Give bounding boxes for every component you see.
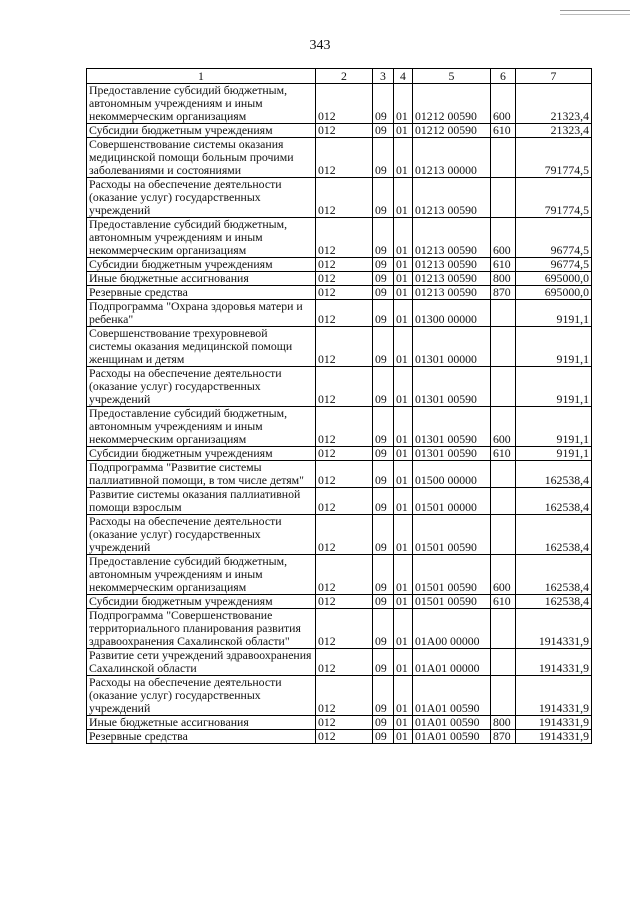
amount-cell: 96774,5: [516, 218, 592, 258]
target-article-cell: 01300 00000: [413, 300, 491, 327]
table-row: [87, 730, 592, 744]
expense-type-cell: [491, 327, 516, 367]
row-name-cell: Субсидии бюджетным учреждениям: [87, 447, 316, 461]
target-article-cell: 01А01 00590: [413, 716, 491, 730]
expense-type-cell: 870: [491, 286, 516, 300]
target-article-cell: 01301 00590: [413, 447, 491, 461]
row-name-cell: Предоставление субсидий бюджетным, автономным учреждениям и иным некоммерческим организациям: [87, 407, 316, 447]
subsection-cell: 01: [394, 716, 413, 730]
amount-cell: 162538,4: [516, 488, 592, 515]
subsection-cell: 01: [394, 515, 413, 555]
amount-cell: 1914331,9: [516, 649, 592, 676]
subsection-cell: 01: [394, 407, 413, 447]
expense-type-cell: 610: [491, 124, 516, 138]
ministry-code-cell: 012: [316, 367, 373, 407]
section-cell: 09: [373, 488, 394, 515]
expense-type-cell: 610: [491, 447, 516, 461]
amount-cell: 791774,5: [516, 178, 592, 218]
expense-type-cell: 610: [491, 595, 516, 609]
expense-type-cell: [491, 649, 516, 676]
column-header: 6: [491, 69, 516, 84]
expense-type-cell: [491, 676, 516, 716]
section-cell: 09: [373, 407, 394, 447]
ministry-code-cell: 012: [316, 730, 373, 744]
row-name-cell: Подпрограмма "Охрана здоровья матери и ребенка": [87, 300, 316, 327]
subsection-cell: 01: [394, 609, 413, 649]
row-name-cell: Подпрограмма "Совершенствование территориального планирования развития здравоохранения Сахалинской области": [87, 609, 316, 649]
section-cell: 09: [373, 367, 394, 407]
row-name-cell: Резервные средства: [87, 730, 316, 744]
ministry-code-cell: 012: [316, 716, 373, 730]
section-cell: 09: [373, 286, 394, 300]
row-name-cell: Подпрограмма "Развитие системы паллиативной помощи, в том числе детям": [87, 461, 316, 488]
section-cell: 09: [373, 447, 394, 461]
target-article-cell: 01500 00000: [413, 461, 491, 488]
target-article-cell: 01501 00590: [413, 555, 491, 595]
ministry-code-cell: 012: [316, 447, 373, 461]
amount-cell: 162538,4: [516, 515, 592, 555]
amount-cell: 9191,1: [516, 407, 592, 447]
target-article-cell: 01301 00590: [413, 407, 491, 447]
table-row: [87, 124, 592, 138]
amount-cell: 695000,0: [516, 272, 592, 286]
amount-cell: 1914331,9: [516, 716, 592, 730]
target-article-cell: 01213 00590: [413, 286, 491, 300]
amount-cell: 695000,0: [516, 286, 592, 300]
budget-table: [86, 68, 592, 744]
ministry-code-cell: 012: [316, 84, 373, 124]
column-header: 7: [516, 69, 592, 84]
table-row: [87, 272, 592, 286]
section-cell: 09: [373, 649, 394, 676]
row-name-cell: Расходы на обеспечение деятельности (оказание услуг) государственных учреждений: [87, 178, 316, 218]
target-article-cell: 01213 00590: [413, 178, 491, 218]
column-header: 4: [394, 69, 413, 84]
table-row: [87, 84, 592, 124]
row-name-cell: Расходы на обеспечение деятельности (оказание услуг) государственных учреждений: [87, 367, 316, 407]
section-cell: 09: [373, 218, 394, 258]
amount-cell: 21323,4: [516, 84, 592, 124]
table-row: [87, 649, 592, 676]
target-article-cell: 01А01 00000: [413, 649, 491, 676]
column-header: 1: [87, 69, 316, 84]
target-article-cell: 01301 00590: [413, 367, 491, 407]
target-article-cell: 01213 00000: [413, 138, 491, 178]
ministry-code-cell: 012: [316, 138, 373, 178]
table-row: [87, 367, 592, 407]
subsection-cell: 01: [394, 300, 413, 327]
target-article-cell: 01301 00000: [413, 327, 491, 367]
row-name-cell: Расходы на обеспечение деятельности (оказание услуг) государственных учреждений: [87, 676, 316, 716]
subsection-cell: 01: [394, 555, 413, 595]
subsection-cell: 01: [394, 649, 413, 676]
ministry-code-cell: 012: [316, 609, 373, 649]
scan-artifact-line: [560, 10, 630, 15]
expense-type-cell: 600: [491, 555, 516, 595]
amount-cell: 9191,1: [516, 367, 592, 407]
ministry-code-cell: 012: [316, 258, 373, 272]
subsection-cell: 01: [394, 595, 413, 609]
ministry-code-cell: 012: [316, 488, 373, 515]
amount-cell: 1914331,9: [516, 730, 592, 744]
table-row: [87, 407, 592, 447]
amount-cell: 791774,5: [516, 138, 592, 178]
section-cell: 09: [373, 272, 394, 286]
ministry-code-cell: 012: [316, 649, 373, 676]
expense-type-cell: 610: [491, 258, 516, 272]
subsection-cell: 01: [394, 286, 413, 300]
amount-cell: 9191,1: [516, 447, 592, 461]
row-name-cell: Субсидии бюджетным учреждениям: [87, 595, 316, 609]
column-header: 2: [316, 69, 373, 84]
subsection-cell: 01: [394, 258, 413, 272]
ministry-code-cell: 012: [316, 595, 373, 609]
amount-cell: 162538,4: [516, 595, 592, 609]
target-article-cell: 01213 00590: [413, 218, 491, 258]
expense-type-cell: [491, 609, 516, 649]
table-row: [87, 218, 592, 258]
table-row: [87, 595, 592, 609]
ministry-code-cell: 012: [316, 407, 373, 447]
target-article-cell: 01501 00590: [413, 595, 491, 609]
amount-cell: 1914331,9: [516, 676, 592, 716]
subsection-cell: 01: [394, 676, 413, 716]
section-cell: 09: [373, 178, 394, 218]
expense-type-cell: [491, 178, 516, 218]
subsection-cell: 01: [394, 488, 413, 515]
row-name-cell: Предоставление субсидий бюджетным, автономным учреждениям и иным некоммерческим организациям: [87, 218, 316, 258]
table-row: [87, 461, 592, 488]
target-article-cell: 01212 00590: [413, 84, 491, 124]
expense-type-cell: 600: [491, 407, 516, 447]
amount-cell: 96774,5: [516, 258, 592, 272]
ministry-code-cell: 012: [316, 178, 373, 218]
page-number: 343: [309, 38, 331, 53]
subsection-cell: 01: [394, 327, 413, 367]
expense-type-cell: 870: [491, 730, 516, 744]
expense-type-cell: 600: [491, 84, 516, 124]
row-name-cell: Развитие системы оказания паллиативной помощи взрослым: [87, 488, 316, 515]
table-row: [87, 488, 592, 515]
table-row: [87, 286, 592, 300]
section-cell: 09: [373, 730, 394, 744]
section-cell: 09: [373, 716, 394, 730]
expense-type-cell: [491, 367, 516, 407]
expense-type-cell: 800: [491, 716, 516, 730]
section-cell: 09: [373, 138, 394, 178]
ministry-code-cell: 012: [316, 124, 373, 138]
ministry-code-cell: 012: [316, 676, 373, 716]
target-article-cell: 01501 00590: [413, 515, 491, 555]
row-name-cell: Расходы на обеспечение деятельности (оказание услуг) государственных учреждений: [87, 515, 316, 555]
row-name-cell: Совершенствование системы оказания медицинской помощи больным прочими заболеваниями и состояниями: [87, 138, 316, 178]
row-name-cell: Резервные средства: [87, 286, 316, 300]
table-row: [87, 609, 592, 649]
expense-type-cell: [491, 300, 516, 327]
amount-cell: 1914331,9: [516, 609, 592, 649]
section-cell: 09: [373, 515, 394, 555]
section-cell: 09: [373, 258, 394, 272]
target-article-cell: 01212 00590: [413, 124, 491, 138]
subsection-cell: 01: [394, 124, 413, 138]
expense-type-cell: 800: [491, 272, 516, 286]
table-row: [87, 676, 592, 716]
ministry-code-cell: 012: [316, 515, 373, 555]
amount-cell: 9191,1: [516, 300, 592, 327]
section-cell: 09: [373, 595, 394, 609]
ministry-code-cell: 012: [316, 218, 373, 258]
target-article-cell: 01А01 00590: [413, 676, 491, 716]
expense-type-cell: [491, 138, 516, 178]
subsection-cell: 01: [394, 272, 413, 286]
column-header: 3: [373, 69, 394, 84]
target-article-cell: 01213 00590: [413, 258, 491, 272]
ministry-code-cell: 012: [316, 300, 373, 327]
table-row: [87, 178, 592, 218]
row-name-cell: Иные бюджетные ассигнования: [87, 272, 316, 286]
expense-type-cell: [491, 515, 516, 555]
amount-cell: 162538,4: [516, 555, 592, 595]
table-row: [87, 300, 592, 327]
row-name-cell: Иные бюджетные ассигнования: [87, 716, 316, 730]
section-cell: 09: [373, 676, 394, 716]
target-article-cell: 01А00 00000: [413, 609, 491, 649]
section-cell: 09: [373, 461, 394, 488]
row-name-cell: Развитие сети учреждений здравоохранения Сахалинской области: [87, 649, 316, 676]
row-name-cell: Предоставление субсидий бюджетным, автономным учреждениям и иным некоммерческим организациям: [87, 555, 316, 595]
ministry-code-cell: 012: [316, 286, 373, 300]
table-row: [87, 447, 592, 461]
section-cell: 09: [373, 300, 394, 327]
expense-type-cell: [491, 461, 516, 488]
subsection-cell: 01: [394, 461, 413, 488]
table-row: [87, 327, 592, 367]
section-cell: 09: [373, 327, 394, 367]
target-article-cell: 01А01 00590: [413, 730, 491, 744]
column-header: 5: [413, 69, 491, 84]
expense-type-cell: [491, 488, 516, 515]
row-name-cell: Предоставление субсидий бюджетным, автономным учреждениям и иным некоммерческим организациям: [87, 84, 316, 124]
table-header-row: [87, 69, 592, 84]
row-name-cell: Субсидии бюджетным учреждениям: [87, 258, 316, 272]
table-row: [87, 555, 592, 595]
subsection-cell: 01: [394, 447, 413, 461]
row-name-cell: Совершенствование трехуровневой системы оказания медицинской помощи женщинам и детям: [87, 327, 316, 367]
table-row: [87, 515, 592, 555]
amount-cell: 21323,4: [516, 124, 592, 138]
subsection-cell: 01: [394, 84, 413, 124]
target-article-cell: 01501 00000: [413, 488, 491, 515]
expense-type-cell: 600: [491, 218, 516, 258]
subsection-cell: 01: [394, 367, 413, 407]
ministry-code-cell: 012: [316, 461, 373, 488]
ministry-code-cell: 012: [316, 327, 373, 367]
subsection-cell: 01: [394, 730, 413, 744]
amount-cell: 162538,4: [516, 461, 592, 488]
table-row: [87, 716, 592, 730]
target-article-cell: 01213 00590: [413, 272, 491, 286]
ministry-code-cell: 012: [316, 272, 373, 286]
subsection-cell: 01: [394, 138, 413, 178]
section-cell: 09: [373, 609, 394, 649]
row-name-cell: Субсидии бюджетным учреждениям: [87, 124, 316, 138]
section-cell: 09: [373, 555, 394, 595]
table-row: [87, 138, 592, 178]
subsection-cell: 01: [394, 218, 413, 258]
section-cell: 09: [373, 124, 394, 138]
subsection-cell: 01: [394, 178, 413, 218]
table-row: [87, 258, 592, 272]
amount-cell: 9191,1: [516, 327, 592, 367]
ministry-code-cell: 012: [316, 555, 373, 595]
section-cell: 09: [373, 84, 394, 124]
